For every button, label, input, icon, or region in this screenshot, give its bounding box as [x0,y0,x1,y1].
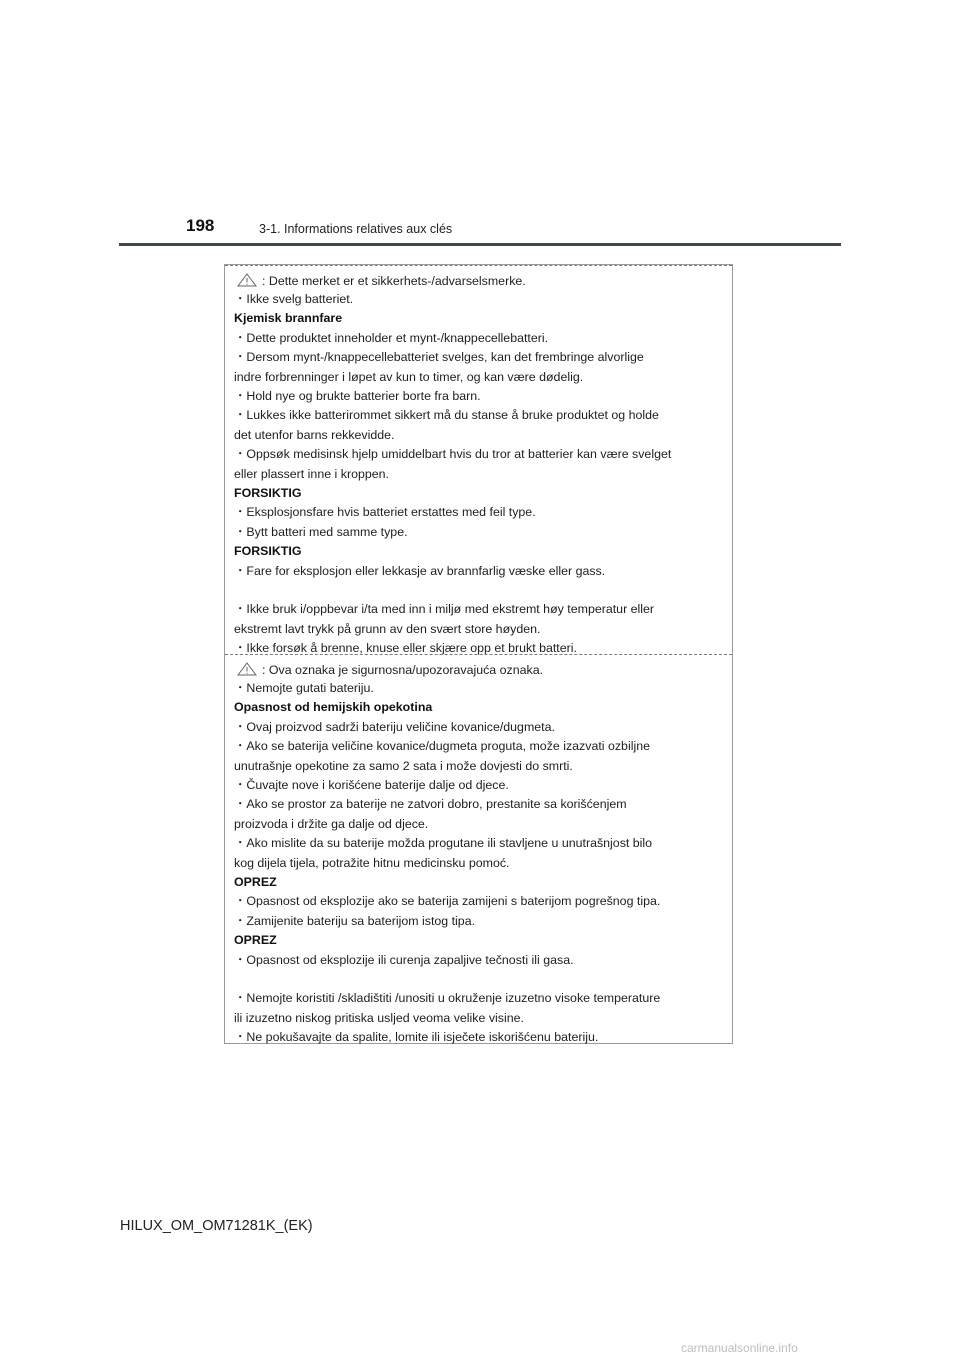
notice-line: ・Ikke svelg batteriet. [234,292,354,306]
notice-line: ・Čuvajte nove i korišćene baterije dalje od djece. [234,778,509,792]
symbol-line [234,662,543,678]
notice-line: ・Opasnost od eksplozije ili curenja zapaljive tečnosti ili gasa. [234,952,574,967]
watermark: carmanualsonline.info [681,1341,798,1355]
notice-line: proizvoda i držite ga dalje od djece. [234,816,429,831]
notice-line: ・Lukkes ikke batterirommet sikkert må du stanse å bruke produktet og holde [234,408,659,423]
symbol-line-text: : Dette merket er et sikkerhets-/advarselsmerke. [262,274,526,288]
notice-heading: FORSIKTIG [234,486,302,500]
section-title: 3-1. Informations relatives aux clés [259,222,453,236]
notice-line: ・Dersom mynt-/knappecellebatteriet svelges, kan det frembringe alvorlige [234,350,644,365]
notice-box [224,264,733,1044]
notice-heading: OPREZ [234,933,277,948]
notice-line: ・Opasnost od eksplozije ako se baterija zamijeni s baterijom pogrešnog tipa. [234,894,661,909]
notice-line: det utenfor barns rekkevidde. [234,427,395,442]
notice-line: eller plassert inne i kroppen. [234,466,389,481]
notice-line: ekstremt lavt trykk på grunn av den svært store høyden. [234,621,541,636]
notice-line: ・Ovaj proizvod sadrži bateriju veličine kovanice/dugmeta. [234,719,555,734]
notice-line: ・Ako se prostor za baterije ne zatvori dobro, prestanite sa korišćenjem [234,797,627,812]
notice-panel-croatian [225,654,732,1045]
notice-line: ・Ako mislite da su baterije možda progutane ili stavljene u unutrašnjost bilo [234,836,653,851]
notice-line: ・Ne pokušavajte da spalite, lomite ili isječete iskorišćenu bateriju. [234,1030,599,1045]
notice-line: ・Oppsøk medisinsk hjelp umiddelbart hvis du tror at batterier kan være svelget [234,447,672,462]
warning-triangle-icon [236,662,258,676]
notice-line: unutrašnje opekotine za samo 2 sata i može dovjesti do smrti. [234,758,573,773]
notice-line: kog dijela tijela, potražite hitnu medicinsku pomoć. [234,855,510,870]
notice-line: ・Bytt batteri med samme type. [234,524,408,539]
notice-line: ・Ikke bruk i/oppbevar i/ta med inn i miljø med ekstremt høy temperatur eller [234,602,655,617]
notice-heading: FORSIKTIG [234,544,302,559]
notice-line: ・Fare for eksplosjon eller lekkasje av brannfarlig væske eller gass. [234,563,606,578]
page-number: 198 [186,216,215,235]
notice-line: ・Ikke forsøk å brenne, knuse eller skjære opp et brukt batteri. [234,641,577,656]
notice-line: ・Nemojte koristiti /skladištiti /unositi u okruženje izuzetno visoke temperature [234,991,661,1006]
notice-heading: Opasnost od hemijskih opekotina [234,700,433,715]
notice-line: ・Zamijenite bateriju sa baterijom istog tipa. [234,913,476,928]
notice-heading: Kjemisk brannfare [234,311,343,326]
notice-line: ・Nemojte gutati bateriju. [234,681,374,695]
notice-line: ・Hold nye og brukte batterier borte fra barn. [234,389,481,403]
notice-line: ・Eksplosjonsfare hvis batteriet erstattes med feil type. [234,505,536,520]
notice-line: indre forbrenninger i løpet av kun to timer, og kan være dødelig. [234,369,584,384]
symbol-line-text: : Ova oznaka je sigurnosna/upozoravajuća oznaka. [262,663,544,677]
notice-line: ・Ako se baterija veličine kovanice/dugmeta proguta, može izazvati ozbiljne [234,739,650,754]
symbol-line [234,273,526,289]
notice-heading: OPREZ [234,875,277,889]
header-rule [119,243,841,246]
notice-line: ili izuzetno niskog pritiska usljed veoma velike visine. [234,1010,524,1025]
notice-line: ・Dette produktet inneholder et mynt-/knappecellebatteri. [234,330,549,345]
warning-triangle-icon [236,273,258,287]
notice-panel-norwegian [225,265,732,656]
footer-doc-code: HILUX_OM_OM71281K_(EK) [120,1218,313,1234]
